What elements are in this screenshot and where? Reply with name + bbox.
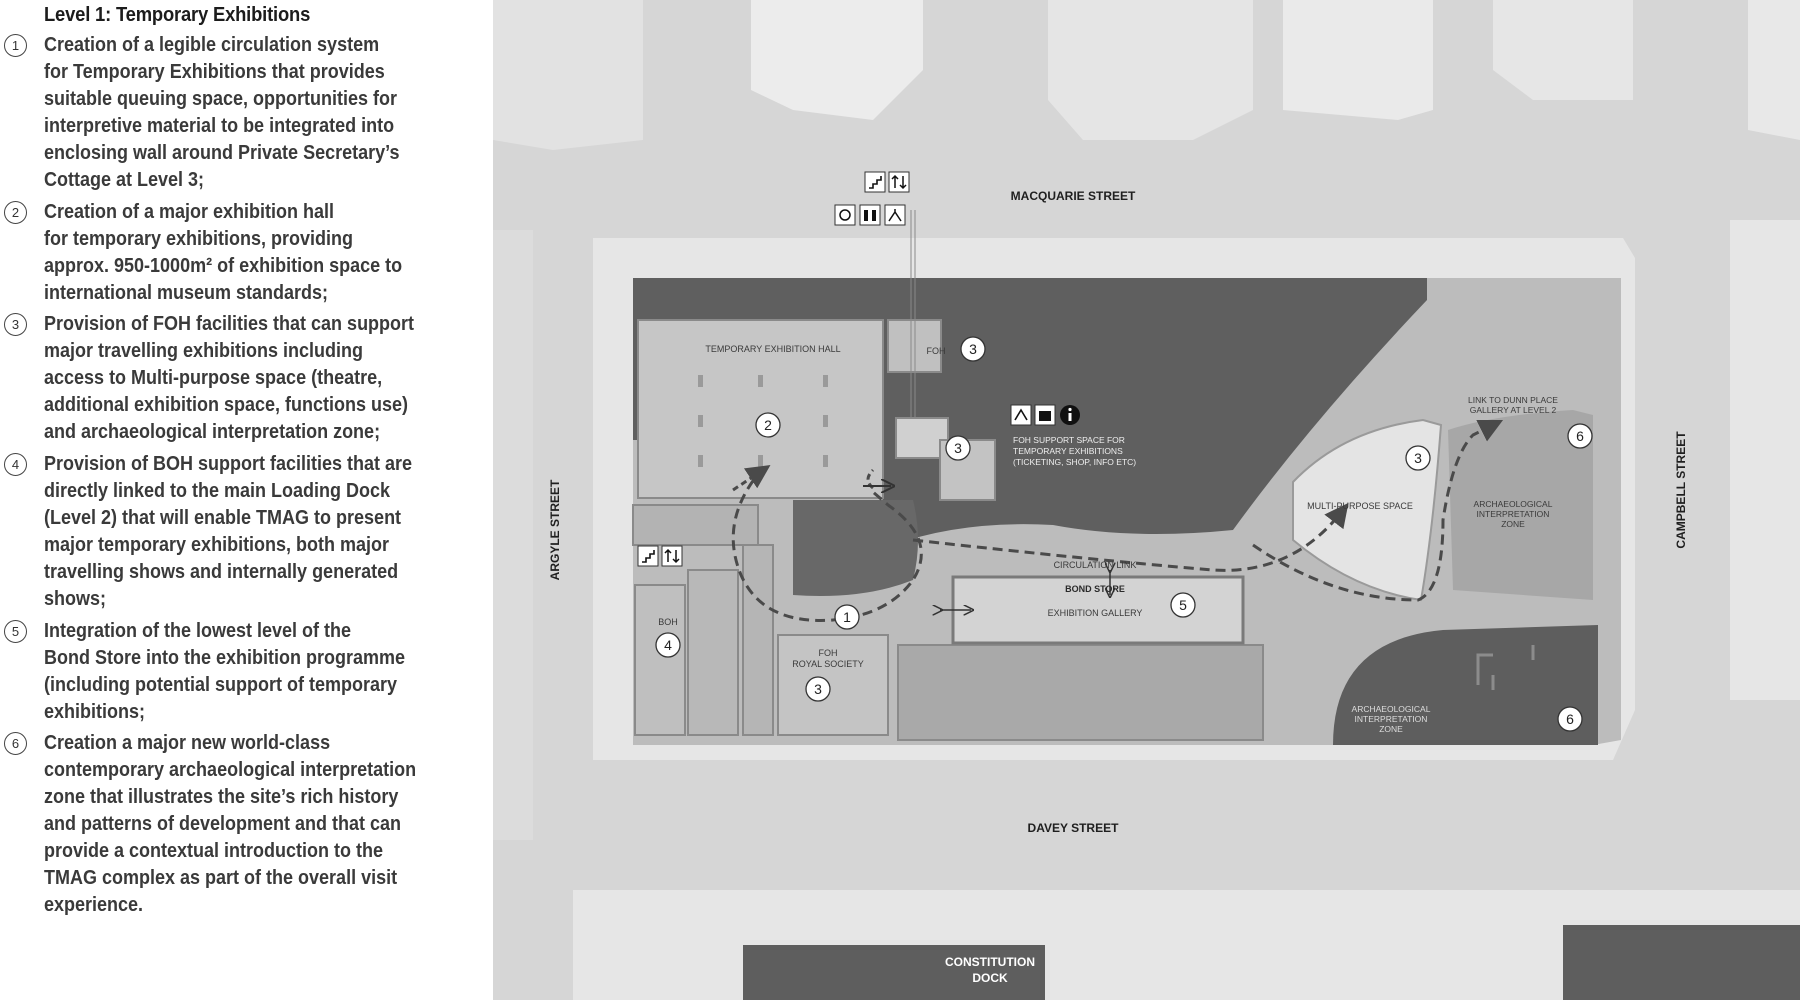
label-arch-bottom-3: ZONE [1379,724,1403,734]
label-link-dunn-1: LINK TO DUNN PLACE [1468,395,1558,405]
svg-text:6: 6 [1566,711,1574,727]
legend-line: travelling shows and internally generated [44,561,399,583]
legend-line: Provision of FOH facilities that can support [44,313,415,335]
toilets-icon [860,205,880,225]
label-bond-store: BOND STORE [1065,584,1125,594]
svg-text:1: 1 [843,609,851,625]
marker-3-foh [961,337,985,361]
legend-line: (Level 2) that will enable TMAG to present [44,507,402,529]
legend-line: and archaeological interpretation zone; [44,421,381,443]
legend-line: additional exhibition space, functions use) [44,394,409,416]
street-macquarie: MACQUARIE STREET [1010,189,1136,203]
legend-line: suitable queuing space, opportunities for [44,88,398,110]
label-foh-royal-1: FOH [818,648,838,658]
ticketing-icon [1011,405,1031,425]
legend-line: major travelling exhibitions including [44,340,364,362]
marker-3-multi [1406,446,1430,470]
baby-change-icon [885,205,905,225]
legend-heading: Level 1: Temporary Exhibitions [44,4,311,26]
svg-text:3: 3 [969,341,977,357]
boh-corridor [633,505,758,545]
street-campbell: CAMPBELL STREET [1674,431,1688,549]
boh-service [743,545,773,735]
stairs-icon [865,172,885,192]
label-temporary-exhibition-hall: TEMPORARY EXHIBITION HALL [705,344,841,354]
label-arch-right-3: ZONE [1501,519,1525,529]
svg-text:6: 6 [1576,428,1584,444]
boh-stairs-icon [638,546,658,566]
label-arch-bottom-2: INTERPRETATION [1354,714,1428,724]
legend-line: Creation of a major exhibition hall [44,201,335,223]
legend-line: zone that illustrates the site’s rich history [44,786,399,808]
legend-panel [0,0,493,1000]
label-link-dunn-2: GALLERY AT LEVEL 2 [1469,405,1557,415]
svg-text:4: 4 [664,637,672,653]
marker-6-bottom [1558,707,1582,731]
shop-icon [1035,405,1055,425]
street-davey: DAVEY STREET [1027,821,1119,835]
legend-line: provide a contextual introduction to the [44,840,384,862]
legend-line: Creation of a legible circulation system [44,34,380,56]
label-foh-royal-2: ROYAL SOCIETY [792,659,864,669]
marker-4 [656,633,680,657]
legend-line: contemporary archaeological interpretation [44,759,417,781]
label-exhibition-gallery: EXHIBITION GALLERY [1047,608,1143,618]
legend-number-4: 4 [4,453,27,476]
legend-line: Bond Store into the exhibition programme [44,647,406,669]
svg-text:2: 2 [764,417,772,433]
legend-line: directly linked to the main Loading Dock [44,480,391,502]
label-arch-right-1: ARCHAEOLOGICAL [1473,499,1553,509]
svg-text:3: 3 [954,440,962,456]
legend-line: enclosing wall around Private Secretary’s [44,142,400,164]
legend-number-1: 1 [4,34,27,57]
svg-text:3: 3 [1414,450,1422,466]
street-argyle: ARGYLE STREET [548,479,562,581]
label-circulation-link: CIRCULATION LINK [1053,560,1137,570]
site-plan [493,0,1800,1000]
legend-line: shows; [44,588,107,610]
constitution-dock-line1: CONSTITUTION [945,955,1035,969]
legend-line: for temporary exhibitions, providing [44,228,354,250]
constitution-dock-line2: DOCK [972,971,1008,985]
svg-text:3: 3 [814,681,822,697]
legend-number-3: 3 [4,313,27,336]
label-boh: BOH [658,617,678,627]
label-arch-bottom-1: ARCHAEOLOGICAL [1351,704,1431,714]
label-foh-support-1: FOH SUPPORT SPACE FOR [1013,435,1125,445]
legend-number-2: 2 [4,201,27,224]
legend-line: Provision of BOH support facilities that are [44,453,413,475]
marker-5 [1171,593,1195,617]
label-multi-purpose: MULTI-PURPOSE SPACE [1307,501,1413,511]
label-arch-right-2: INTERPRETATION [1476,509,1550,519]
legend-line: interpretive material to be integrated into [44,115,395,137]
marker-6-right [1568,424,1592,448]
legend-line: Cottage at Level 3; [44,169,205,191]
info-icon [1060,405,1080,425]
legend-line: approx. 950-1000m² of exhibition space to [44,255,403,277]
label-foh-support-3: (TICKETING, SHOP, INFO ETC) [1013,457,1137,467]
accessible-toilet-icon [835,205,855,225]
legend-number-6: 6 [4,732,27,755]
marker-3-core [946,436,970,460]
legend-line: experience. [44,894,144,916]
legend-line: for Temporary Exhibitions that provides [44,61,385,83]
boh-room [635,585,685,735]
legend-line: major temporary exhibitions, both major [44,534,390,556]
legend-line: TMAG complex as part of the overall visit [44,867,398,889]
legend-line: and patterns of development and that can [44,813,402,835]
legend-line: international museum standards; [44,282,329,304]
boh-lift-icon [662,546,682,566]
marker-3-royal [806,677,830,701]
legend-line: Integration of the lowest level of the [44,620,352,642]
marker-1 [835,605,859,629]
lift-icon [889,172,909,192]
svg-text:5: 5 [1179,597,1187,613]
legend-line: (including potential support of temporary [44,674,397,696]
label-foh-support-2: TEMPORARY EXHIBITIONS [1013,446,1123,456]
legend-line: Creation a major new world-class [44,732,331,754]
boh-rooms [688,570,738,735]
legend-line: exhibitions; [44,701,146,723]
label-foh: FOH [926,346,946,356]
legend-line: access to Multi-purpose space (theatre, [44,367,383,389]
bond-store-building [898,645,1263,740]
legend-number-5: 5 [4,620,27,643]
marker-2 [756,413,780,437]
